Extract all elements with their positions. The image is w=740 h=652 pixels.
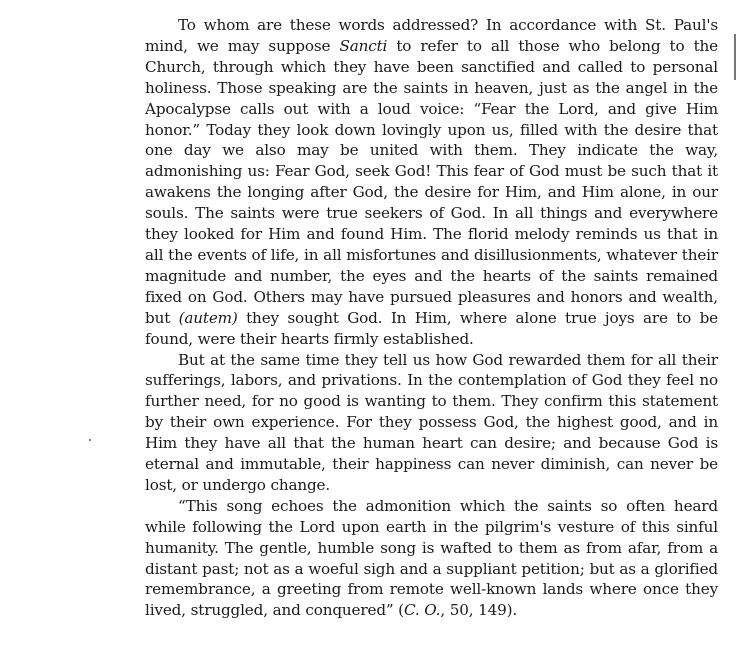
scan-speck [89, 439, 91, 441]
paragraph-1-text: they sought God. In Him, where alone true joys are to be found, were their hearts firmly established. [145, 308, 718, 348]
paragraph-3 [145, 496, 718, 621]
paragraph-3-text: “This song echoes the admonition which the saints so often heard while following the Lord upon earth in the pilgrim's vesture of this sinful humanity. The gentle, humble song is wafted to them as from afar, from a distant past; not as a woeful sigh and a suppliant petition; but as a glorified remembrance, a greeting from remote well-known lands where once they lived, struggled, and conquered” ( [145, 496, 718, 620]
body-text [145, 15, 718, 621]
latin-term-autem: (autem) [178, 308, 238, 327]
paragraph-2 [145, 350, 718, 496]
paragraph-1 [145, 15, 718, 350]
paragraph-2-text: But at the same time they tell us how God rewarded them for all their sufferings, labors, and privations. In the contemplation of God they feel no further need, for no good is wanting to them. They confirm this statement by their own experience. For they possess God, the highest good, and in Him they have all that the human heart can desire; and because God is eternal and immutable, their happiness can never diminish, can never be lost, or undergo change. [145, 350, 718, 494]
paragraph-1-text: To whom are these words addressed? In accordance with St. Paul's mind, we may suppose [145, 16, 718, 55]
paragraph-1-text: to refer to all those who belong to the Church, through which they have been sanctified and called to personal holiness. Those speaking are the saints in heaven, just as the angel in the Apocalypse calls out with a loud voice: “Fear the Lord, and give Him honor.” Today they look down lovingly upon us, filled with the desire that one day we also may be united with them. They indicate the way, admonishing us: Fear God, seek God! This fear of God must be such that it awakens the longing after God, the desire for Him, and Him alone, in our souls. The saints were true seekers of God. In all things and everywhere they looked for Him and found Him. The florid melody reminds us that in all the events of life, in all misfortunes and disillusionments, whatever their magnitude and number, the eyes and the hearts of the saints remained fixed on God. Others may have pursued pleasures and honors and wealth, but [145, 36, 718, 327]
scan-edge-mark [734, 34, 736, 80]
citation-source: C. O. [403, 601, 441, 620]
latin-term-sancti: Sancti [339, 36, 388, 55]
paragraph-3-text: , 50, 149). [440, 601, 518, 620]
